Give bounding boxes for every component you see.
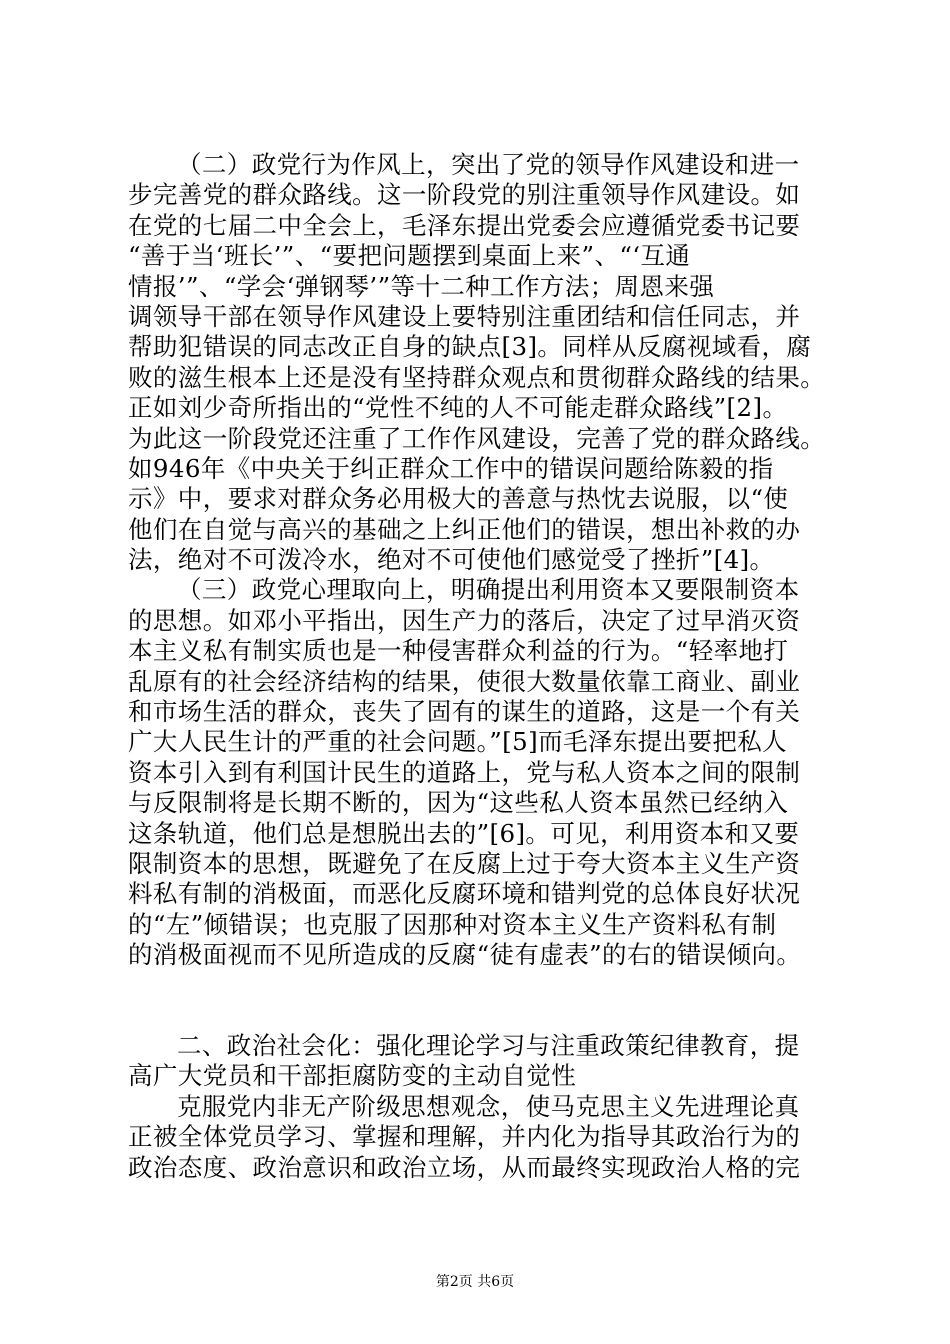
text-line: “善于当‘班长’”、“要把问题摆到桌面上来”、“‘互通 [128,241,691,271]
section-heading-two [128,1031,828,1092]
text-line: 正如刘少奇所指出的“党性不纯的人不可能走群众路线”[2]。 [128,393,788,423]
text-line: 在党的七届二中全会上，毛泽东提出党委会应遵循党委书记要 [128,210,801,240]
paragraph-section-two [128,150,828,575]
text-line: 帮助犯错误的同志改正自身的缺点[3]。同样从反腐视域看，腐 [128,332,812,362]
text-line: 示》中，要求对群众务必用极大的善意与热忱去说服，以“使 [128,484,789,514]
text-line: 广大人民生计的严重的社会问题。”[5]而毛泽东提出要把私人 [128,727,788,757]
text-line: 步完善党的群众路线。这一阶段党的别注重领导作风建设。如 [128,180,801,210]
text-line: 乱原有的社会经济结构的结果，使很大数量依靠工商业、副业 [128,666,801,696]
page-footer [0,1273,950,1291]
text-line: 资本引入到有利国计民生的道路上，党与私人资本之间的限制 [128,757,801,787]
text-line: 为此这一阶段党还注重了工作作风建设，完善了党的群众路线。 [128,423,826,453]
body-text-upper [128,150,828,971]
text-line: 他们在自觉与高兴的基础之上纠正他们的错误，想出补救的办 [128,514,801,544]
paragraph-section-two-body [128,1092,828,1183]
text-line: 的“左”倾错误；也克服了因那种对资本主义生产资料私有制 [128,909,777,939]
text-line: 本主义私有制实质也是一种侵害群众利益的行为。“轻率地打 [128,636,789,666]
body-text-lower [128,1031,828,1183]
text-line: 这条轨道，他们总是想脱出去的”[6]。可见，利用资本和又要 [128,818,800,848]
text-line: 和市场生活的群众，丧失了固有的谋生的道路，这是一个有关 [128,697,801,727]
text-line: 克服党内非无产阶级思想观念，使马克思主义先进理论真 [177,1091,800,1121]
heading-line: 二、政治社会化：强化理论学习与注重政策纪律教育，提 [177,1031,800,1060]
page-number: 第2页 共6页 [435,1274,515,1290]
text-line: 限制资本的思想，既避免了在反腐上过于夸大资本主义生产资 [128,848,801,878]
text-line: 情报’”、“学会‘弹钢琴’”等十二种工作方法；周恩来强 [128,271,715,301]
text-line: 的思想。如邓小平指出，因生产力的落后，决定了过早消灭资 [128,605,801,635]
text-line: 的消极面视而不见所造成的反腐“徒有虚表”的右的错误倾向。 [128,940,802,970]
text-line: 法，绝对不可泼冷水，绝对不可使他们感觉受了挫折”[4]。 [128,545,775,575]
text-line: 与反限制将是长期不断的，因为“这些私人资本虽然已经纳入 [128,788,789,818]
text-line: 败的滋生根本上还是没有坚持群众观点和贯彻群众路线的结果。 [128,362,826,392]
text-line: 政治态度、政治意识和政治立场，从而最终实现政治人格的完 [128,1152,801,1182]
heading-line: 高广大党员和干部拒腐防变的主动自觉性 [128,1061,577,1091]
text-line: 正被全体党员学习、掌握和理解，并内化为指导其政治行为的 [128,1122,801,1152]
text-line: 如946年《中央关于纠正群众工作中的错误问题给陈毅的指 [128,453,774,483]
text-line: （二）政党行为作风上，突出了党的领导作风建设和进一 [177,150,800,179]
paragraph-section-three [128,575,828,970]
text-line: （三）政党心理取向上，明确提出利用资本又要限制资本 [177,575,800,605]
text-line: 料私有制的消极面，而恶化反腐环境和错判党的总体良好状况 [128,879,801,909]
text-line: 调领导干部在领导作风建设上要特别注重团结和信任同志，并 [128,301,801,331]
